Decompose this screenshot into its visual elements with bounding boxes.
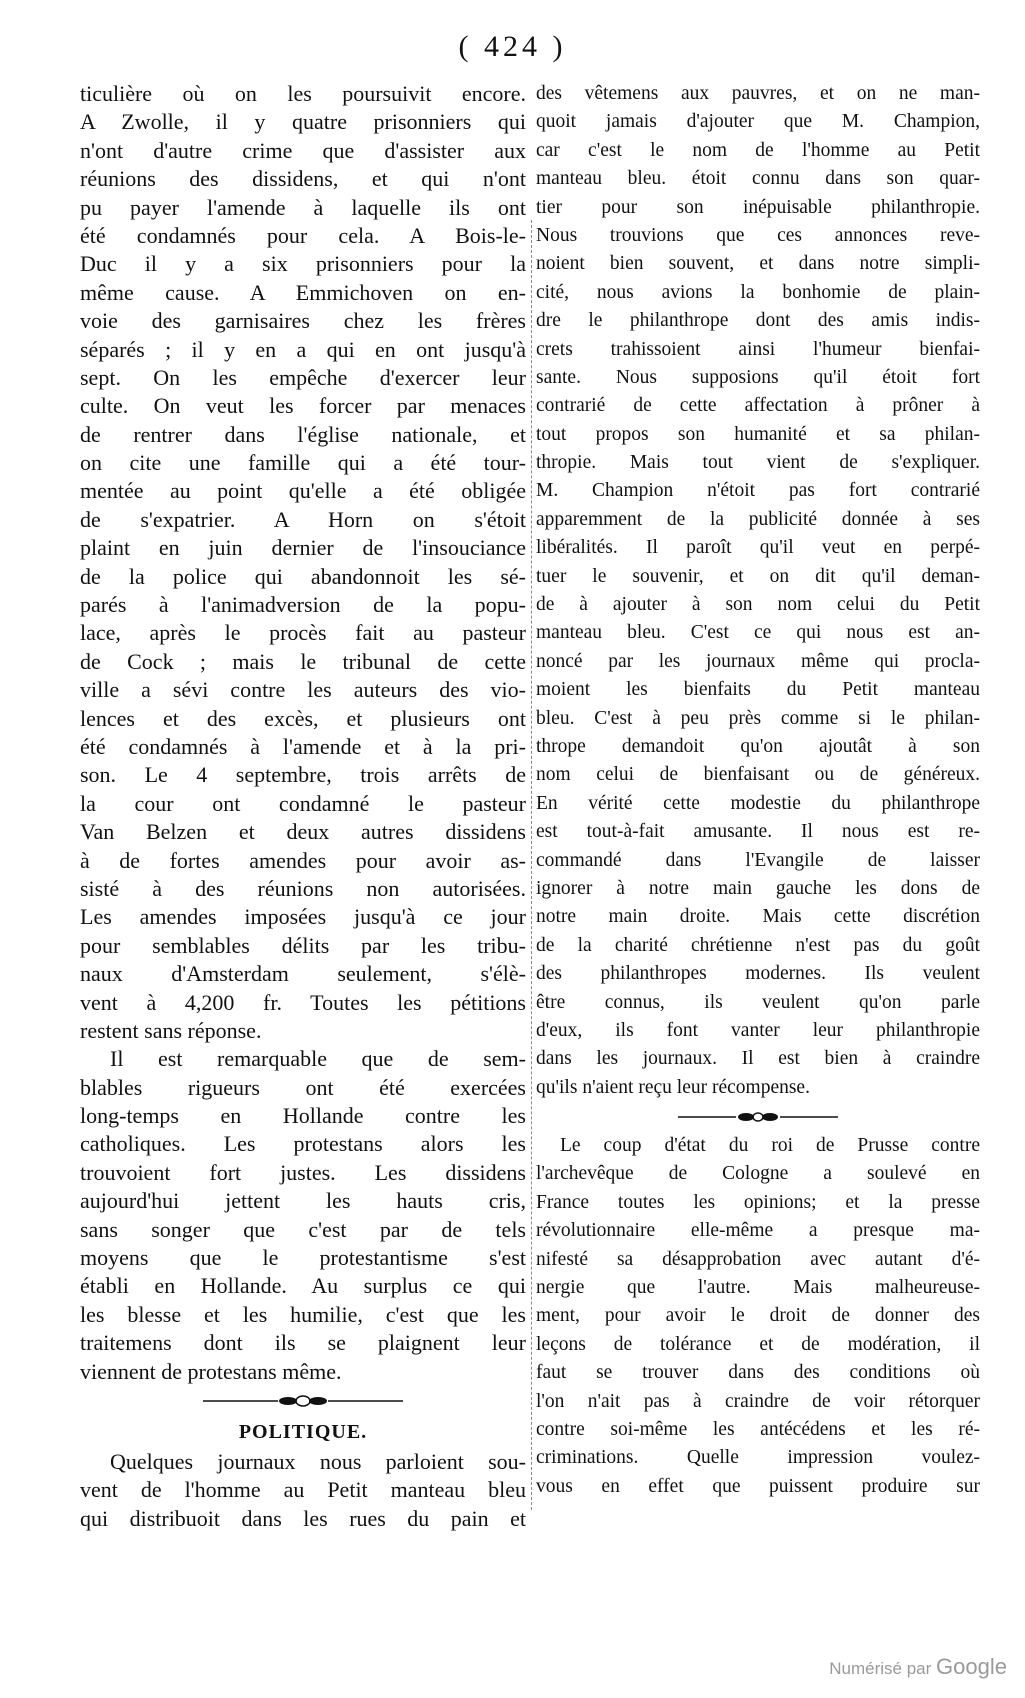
text-line: nifesté sa désapprobation avec autant d'é- xyxy=(536,1248,980,1270)
text-line: des vêtemens aux pauvres, et on ne man- xyxy=(536,83,980,104)
text-line: trouvoient fort justes. Les dissidens xyxy=(80,1159,526,1185)
text-line: séparés ; il y en a qui en ont jusqu'à xyxy=(80,336,526,362)
text-line: l'on n'ait pas à craindre de voir rétorquer xyxy=(536,1390,980,1412)
text-line: noient bien souvent, et dans notre simpli- xyxy=(536,253,980,275)
text-line: viennent de protestans même. xyxy=(80,1358,342,1384)
text-line: l'archevêque de Cologne a soulevé en xyxy=(536,1163,980,1185)
text-line: faut se trouver dans des conditions où xyxy=(536,1362,980,1384)
text-line: ignorer à notre main gauche les dons de xyxy=(536,877,980,899)
text-line: pu payer l'amende à laquelle ils ont xyxy=(80,194,526,220)
watermark-brand: Google xyxy=(936,1654,1007,1679)
text-line: noncé par les journaux même qui procla- xyxy=(536,650,980,672)
digitization-watermark xyxy=(829,1654,1007,1680)
text-line: de Cock ; mais le tribunal de cette xyxy=(80,648,526,674)
watermark-prefix: Numérisé par xyxy=(829,1659,932,1678)
text-line: bleu. C'est à peu près comme si le philan- xyxy=(536,707,980,729)
text-line: manteau bleu. C'est ce qui nous est an- xyxy=(536,622,980,644)
text-line: vous en effet que puissent produire sur xyxy=(536,1475,980,1497)
text-line: voie des garnisaires chez les frères xyxy=(80,308,526,334)
text-line: nom celui de bienfaisant ou de généreux. xyxy=(536,764,980,786)
text-line: lences et des excès, et plusieurs ont xyxy=(80,705,526,731)
text-line: dans les journaux. Il est bien à craindre xyxy=(536,1048,980,1070)
text-line: M. Champion n'étoit pas fort contrarié xyxy=(536,480,980,502)
text-line: lace, après le procès fait au pasteur xyxy=(80,620,526,646)
text-line: catholiques. Les protestans alors les xyxy=(80,1131,526,1157)
right-second-text-block xyxy=(536,1132,980,1501)
text-line: car c'est le nom de l'homme au Petit xyxy=(536,139,980,161)
text-line: Van Belzen et deux autres dissidens xyxy=(80,819,526,845)
text-line: été condamnés à l'amende et à la pri- xyxy=(80,733,526,759)
text-line: d'eux, ils font vanter leur philanthropie xyxy=(536,1019,980,1041)
text-line: pour semblables délits par les tribu- xyxy=(80,932,526,958)
text-line: dre le philanthrope dont des amis indis- xyxy=(536,310,980,332)
text-line: En vérité cette modestie du philanthrope xyxy=(536,792,980,814)
text-line: tuer le souvenir, et on dit qu'il deman- xyxy=(536,565,980,587)
text-line: de s'expatrier. A Horn on s'étoit xyxy=(80,506,526,532)
text-line: les blesse et les humilie, c'est que les xyxy=(80,1301,526,1327)
section-separator xyxy=(536,1102,980,1132)
text-line: ment, pour avoir le droit de donner des xyxy=(536,1305,980,1327)
text-line: plaint en juin dernier de l'insouciance xyxy=(80,535,526,561)
text-line: à de fortes amendes pour avoir as- xyxy=(80,847,526,873)
ornament-divider-icon xyxy=(648,1110,868,1124)
text-line: de à ajouter à son nom celui du Petit xyxy=(536,594,980,616)
text-line: établi en Hollande. Au surplus ce qui xyxy=(80,1273,526,1299)
text-line: parés à l'animadversion de la popu- xyxy=(80,592,526,618)
text-line: A Zwolle, il y quatre prisonniers qui xyxy=(80,109,526,135)
text-line: long-temps en Hollande contre les xyxy=(80,1103,526,1129)
text-line: ticulière où on les poursuivit encore. xyxy=(80,81,526,106)
text-line: tout propos son humanité et sa philan- xyxy=(536,423,980,445)
text-line: de rentrer dans l'église nationale, et xyxy=(80,421,526,447)
text-line: thrope demandoit qu'on ajoutât à son xyxy=(536,735,980,757)
right-column xyxy=(536,80,980,1501)
text-line: son. Le 4 septembre, trois arrêts de xyxy=(80,762,526,788)
text-line: est tout-à-fait amusante. Il nous est re- xyxy=(536,821,980,843)
text-line: traitemens dont ils se plaignent leur xyxy=(80,1330,526,1356)
column-rule xyxy=(531,220,532,1510)
text-line: France toutes les opinions; et la presse xyxy=(536,1191,980,1213)
text-line: Il est remarquable que de sem- xyxy=(110,1046,526,1072)
text-line: nergie que l'autre. Mais malheureuse- xyxy=(536,1277,980,1299)
text-line: Le coup d'état du roi de Prusse contre xyxy=(560,1135,980,1157)
text-line: sept. On les empêche d'exercer leur xyxy=(80,364,526,390)
text-line: quoit jamais d'ajouter que M. Champion, xyxy=(536,111,980,133)
text-line: qui distribuoit dans les rues du pain et xyxy=(80,1505,526,1531)
text-line: la cour ont condamné le pasteur xyxy=(80,790,526,816)
text-line: révolutionnaire elle-même a presque ma- xyxy=(536,1220,980,1242)
text-line: Duc il y a six prisonniers pour la xyxy=(80,251,526,277)
text-line: même cause. A Emmichoven on en- xyxy=(80,279,526,305)
right-text-block xyxy=(536,80,980,1102)
text-line: sans songer que c'est par de tels xyxy=(80,1216,526,1242)
page-number: ( 424 ) xyxy=(458,30,567,63)
text-line: commandé dans l'Evangile de laisser xyxy=(536,849,980,871)
text-line: des philanthropes modernes. Ils veulent xyxy=(536,963,980,985)
text-line: ville a sévi contre les auteurs des vio- xyxy=(80,677,526,703)
text-line: leçons de tolérance et de modération, il xyxy=(536,1333,980,1355)
text-line: contrarié de cette affectation à prôner à xyxy=(536,395,980,417)
text-line: tier pour son inépuisable philanthropie. xyxy=(536,196,980,218)
section-separator xyxy=(80,1386,526,1416)
text-line: libéralités. Il paroît qu'il veut en perpé- xyxy=(536,537,980,559)
text-line: n'ont d'autre crime que d'assister aux xyxy=(80,137,526,163)
text-line: on cite une famille qui a été tour- xyxy=(80,450,526,476)
text-line: manteau bleu. étoit connu dans son quar- xyxy=(536,168,980,190)
text-line: contre soi-même les antécédens et les ré- xyxy=(536,1418,980,1440)
text-line: été condamnés pour cela. A Bois-le- xyxy=(80,222,526,248)
text-line: mentée au point qu'elle a été obligée xyxy=(80,478,526,504)
text-line: réunions des dissidens, et qui n'ont xyxy=(80,166,526,192)
text-line: criminations. Quelle impression voulez- xyxy=(536,1447,980,1469)
section-heading: POLITIQUE. xyxy=(238,1420,368,1443)
text-line: notre main droite. Mais cette discrétion xyxy=(536,906,980,928)
text-line: moyens que le protestantisme s'est xyxy=(80,1245,526,1271)
text-line: de la charité chrétienne n'est pas du goût xyxy=(536,934,980,956)
ornament-divider-icon xyxy=(193,1394,413,1408)
text-line: aujourd'hui jettent les hauts cris, xyxy=(80,1188,526,1214)
text-line: thropie. Mais tout vient de s'expliquer. xyxy=(536,452,980,474)
text-line: Nous trouvions que ces annonces reve- xyxy=(536,224,980,246)
text-line: moient les bienfaits du Petit manteau xyxy=(536,679,980,701)
text-line: crets trahissoient ainsi l'humeur bienfai- xyxy=(536,338,980,360)
text-line: vent à 4,200 fr. Toutes les pétitions xyxy=(80,989,526,1015)
text-line: blables rigueurs ont été exercées xyxy=(80,1074,526,1100)
text-line: vent de l'homme au Petit manteau bleu xyxy=(80,1477,526,1503)
text-line: restent sans réponse. xyxy=(80,1017,262,1043)
text-line: de la police qui abandonnoit les sé- xyxy=(80,563,526,589)
text-line: Quelques journaux nous parloient sou- xyxy=(110,1448,526,1474)
text-line: qu'ils n'aient reçu leur récompense. xyxy=(536,1076,810,1098)
text-line: cité, nous avions la bonhomie de plain- xyxy=(536,281,980,303)
text-line: Les amendes imposées jusqu'à ce jour xyxy=(80,904,526,930)
politique-text-block xyxy=(80,1448,526,1533)
left-text-block xyxy=(80,80,526,1386)
text-line: sisté à des réunions non autorisées. xyxy=(80,875,526,901)
text-line: apparemment de la publicité donnée à ses xyxy=(536,508,980,530)
text-line: naux d'Amsterdam seulement, s'élè- xyxy=(80,961,526,987)
text-line: être connus, ils veulent qu'on parle xyxy=(536,991,980,1013)
text-line: sante. Nous supposions qu'il étoit fort xyxy=(536,366,980,388)
text-line: culte. On veut les forcer par menaces xyxy=(80,393,526,419)
left-column xyxy=(80,80,526,1533)
